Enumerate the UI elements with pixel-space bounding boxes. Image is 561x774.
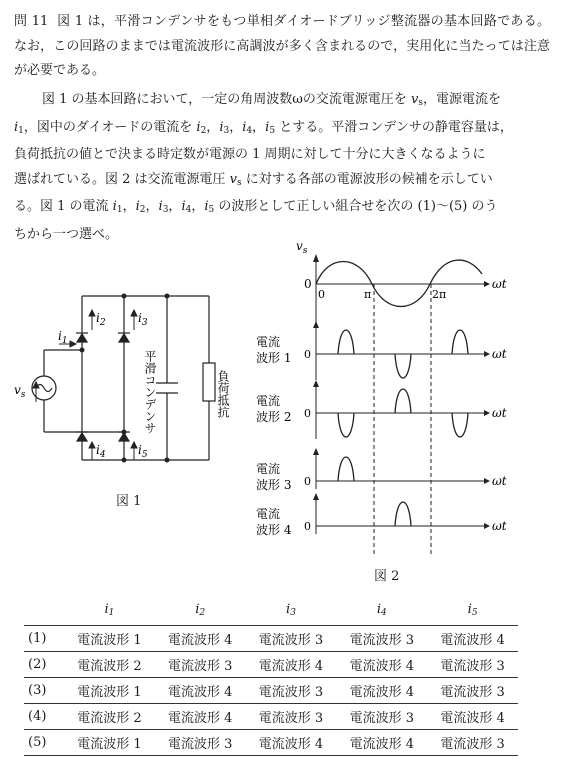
current-pulse xyxy=(395,502,411,526)
header-i1: $i_1$ xyxy=(104,602,115,618)
waveform-zero: 0 xyxy=(304,407,311,420)
waveform-label: 電流 xyxy=(256,394,281,408)
answer-row[interactable] xyxy=(24,704,518,730)
question-number: 問 11 xyxy=(14,14,49,29)
header-i3: $i_3$ xyxy=(286,602,296,618)
answer-cell: 電流波形 4 xyxy=(246,652,337,678)
axis-arrow xyxy=(313,493,319,500)
answer-cell: 電流波形 3 xyxy=(246,678,337,704)
answer-cell: 電流波形 4 xyxy=(336,730,427,756)
current-pulse xyxy=(338,330,354,354)
answer-cell: 電流波形 3 xyxy=(246,704,337,730)
answer-cell: 電流波形 1 xyxy=(64,730,155,756)
waveform-label: 波形 4 xyxy=(256,523,292,537)
current-label-i2: $i_2$ xyxy=(96,311,106,328)
axis-arrow xyxy=(484,523,490,529)
current-label-i4: $i_4$ xyxy=(96,443,106,460)
answer-cell: 電流波形 4 xyxy=(427,704,518,730)
figure-2-waveforms xyxy=(246,236,516,558)
waveform-axis-label: ωt xyxy=(492,474,507,488)
waveform-label: 電流 xyxy=(256,507,281,521)
paragraph-line: 負荷抵抗の値とで決まる時定数が電源の 1 周期に対して十分に大きくなるように xyxy=(14,147,486,162)
answer-cell: 電流波形 2 xyxy=(64,704,155,730)
answer-row[interactable] xyxy=(24,652,518,678)
waveform-axis-label: ωt xyxy=(492,519,507,533)
waveform-zero: 0 xyxy=(304,520,311,533)
waveform-label: 波形 1 xyxy=(256,351,292,365)
answer-cell: 電流波形 3 xyxy=(246,626,337,652)
current-pulse xyxy=(395,354,411,378)
answer-table xyxy=(24,595,518,756)
current-pulse xyxy=(395,389,411,413)
option-number: (2) xyxy=(24,652,64,678)
answer-cell: 電流波形 3 xyxy=(427,652,518,678)
answer-cell: 電流波形 2 xyxy=(64,652,155,678)
waveform-zero: 0 xyxy=(304,348,311,361)
header-i5: $i_5$ xyxy=(467,602,478,618)
circuit-diagram xyxy=(14,238,234,478)
answer-cell: 電流波形 1 xyxy=(64,626,155,652)
figure-1-caption: 図 1 xyxy=(116,494,142,509)
waveform-axis-label: ωt xyxy=(492,347,507,361)
option-number: (1) xyxy=(24,626,64,652)
current-pulse xyxy=(338,457,354,481)
paragraph-line: る。図 1 の電流 $i_1$，$i_2$，$i_3$，$i_4$，$i_5$ の波形として正しい組合せを次の (1)～(5) のう xyxy=(14,199,498,215)
question-paragraph-2 xyxy=(14,88,550,247)
answer-cell: 電流波形 4 xyxy=(336,652,427,678)
header-blank xyxy=(24,595,64,626)
capacitor-label: 平滑コンデンサ xyxy=(143,350,157,434)
waveform-label: 電流 xyxy=(256,335,281,349)
answer-cell: 電流波形 3 xyxy=(427,730,518,756)
load-label: 負荷抵抗 xyxy=(216,370,230,418)
option-number: (4) xyxy=(24,704,64,730)
answer-cell: 電流波形 4 xyxy=(155,626,246,652)
answer-cell: 電流波形 3 xyxy=(336,704,427,730)
waveform-label: 波形 3 xyxy=(256,478,292,492)
axis-arrow xyxy=(484,478,490,484)
axis-arrow xyxy=(313,448,319,455)
answer-row[interactable] xyxy=(24,730,518,756)
tick-pi: π xyxy=(364,288,372,301)
paragraph-line: ちから一つ選べ。 xyxy=(14,226,119,242)
paragraph-line: $i_1$，図中のダイオードの電流を $i_2$，$i_3$，$i_4$，$i_5$ とする。平滑コンデンサの静電容量は， xyxy=(14,119,513,136)
answer-cell: 電流波形 4 xyxy=(246,730,337,756)
tick-2pi: 2π xyxy=(432,288,447,301)
vs-origin: 0 xyxy=(318,288,325,301)
answer-table-header xyxy=(24,595,518,626)
waveform-diagram xyxy=(246,236,516,554)
answer-cell: 電流波形 1 xyxy=(64,678,155,704)
waveform-zero: 0 xyxy=(304,475,311,488)
answer-cell: 電流波形 4 xyxy=(155,704,246,730)
option-number: (3) xyxy=(24,678,64,704)
answer-cell: 電流波形 4 xyxy=(155,678,246,704)
figure-2-caption: 図 2 xyxy=(374,569,400,584)
current-label-i3: $i_3$ xyxy=(138,311,148,328)
current-pulse xyxy=(338,413,354,437)
vs-label: $v_s$ xyxy=(296,239,308,256)
axis-arrow xyxy=(313,321,319,328)
figure-1-circuit xyxy=(14,238,234,482)
axis-label-vs: ωt xyxy=(492,277,507,291)
option-number: (5) xyxy=(24,730,64,756)
question-intro: 図 1 は，平滑コンデンサをもつ単相ダイオードブリッジ整流器の基本回路である。なお，この回路のままでは電流波形に高調波が多く含まれるので，実用化に当たっては注意が必要である。 xyxy=(14,14,550,78)
current-label-i1: $i_1$ xyxy=(58,329,68,346)
vs-zero: 0 xyxy=(304,277,312,291)
header-i2: $i_2$ xyxy=(195,602,206,618)
current-label-i5: $i_5$ xyxy=(138,443,148,460)
waveform-label: 電流 xyxy=(256,462,281,476)
answer-cell: 電流波形 3 xyxy=(427,678,518,704)
axis-arrow xyxy=(484,351,490,357)
waveform-label: 波形 2 xyxy=(256,410,292,424)
current-pulse xyxy=(452,413,468,437)
answer-row[interactable] xyxy=(24,626,518,652)
axis-arrow xyxy=(484,410,490,416)
answer-cell: 電流波形 4 xyxy=(336,678,427,704)
answer-cell: 電流波形 3 xyxy=(155,730,246,756)
waveform-axis-label: ωt xyxy=(492,406,507,420)
answer-cell: 電流波形 4 xyxy=(427,626,518,652)
question-paragraph-1 xyxy=(14,10,550,84)
header-i4: $i_4$ xyxy=(376,602,387,618)
current-pulse xyxy=(452,330,468,354)
axis-arrow xyxy=(313,380,319,387)
source-label: $v_s$ xyxy=(14,383,26,400)
answer-cell: 電流波形 3 xyxy=(336,626,427,652)
paragraph-line: 選ばれている。図 2 は交流電源電圧 $v_s$ に対する各部の電源波形の候補を示してい xyxy=(14,171,493,188)
answer-cell: 電流波形 3 xyxy=(155,652,246,678)
paragraph-line: 図 1 の基本回路において，一定の角周波数ωの交流電源電圧を $v_s$，電源電流を xyxy=(42,92,502,108)
answer-row[interactable] xyxy=(24,678,518,704)
